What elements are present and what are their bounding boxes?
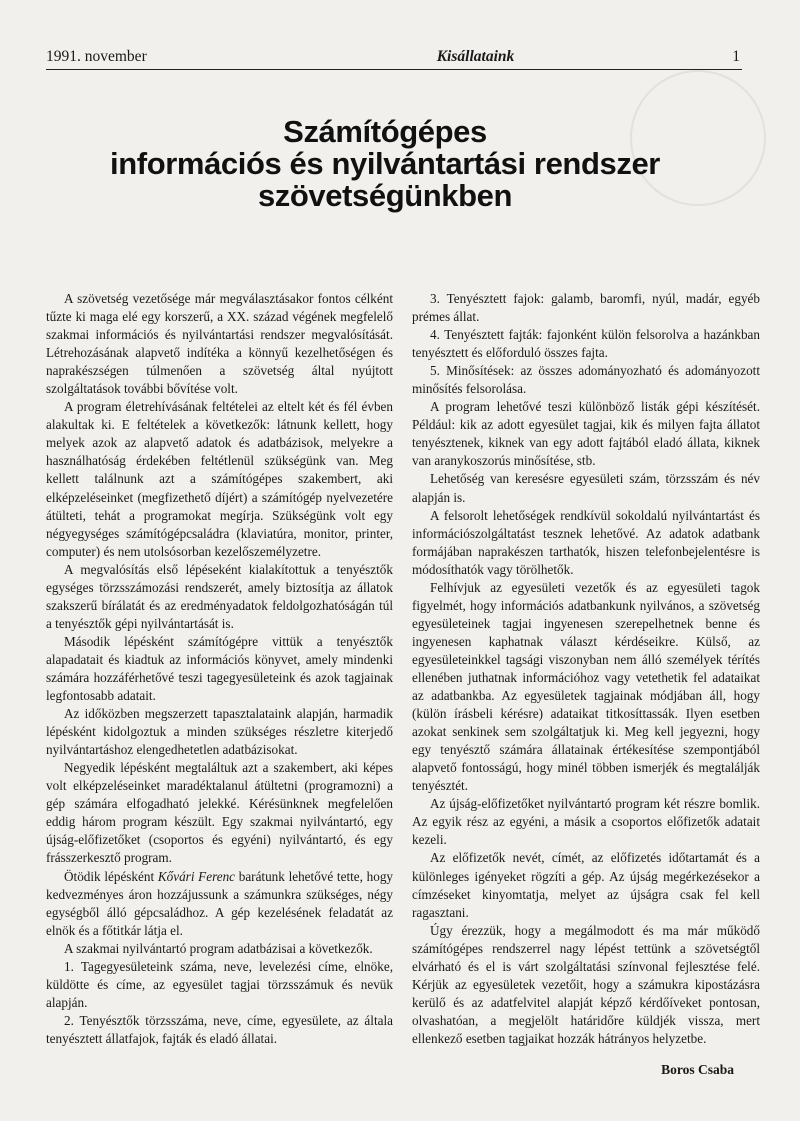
- running-header: [46, 48, 740, 66]
- list-item: 2. Tenyésztők törzsszáma, neve, címe, egyesülete, az általa tenyésztett állatfajok, fajták és eladó állatai.: [46, 1012, 393, 1046]
- paragraph: A megvalósítás első lépéseként kialakítottuk a tenyésztők egységes törzsszámozási rendszerét, amely biztosítja az állatok szakszerű bírálatát és az eredményadatok feldolgozhatóságán túl a tenyésztők gépi nyilvántartását is.: [46, 561, 393, 631]
- paragraph: Úgy érezzük, hogy a megálmodott és ma már működő számítógépes rendszerrel nagy lépést tettünk a szövetségtől elvárható és el is várt szolgáltatási színvonal fejlesztése felé. Kérjük az egyesületek vezetőit, hogy a számukra kipostázásra kerülő és az adatfelvitel alapját képző kérdőíveket pontosan, olvashatóan, a megjelölt határidőre küldjék vissza, mert ellenkező esetben tagjaikat hozzák hátrányos helyzetbe.: [412, 922, 760, 1046]
- paragraph: Az előfizetők nevét, címét, az előfizetés időtartamát és a különleges igényeket rögzíti a gép. Az újság megérkezésekor a címzéseket kinyomtatja, melyet az újságra csak fel kell ragasztani.: [412, 850, 760, 920]
- list-item: 3. Tenyésztett fajok: galamb, baromfi, nyúl, madár, egyéb prémes állat.: [412, 291, 760, 325]
- title-line-3: szövetségünkben: [257, 178, 513, 213]
- list-item: 1. Tagegyesületeink száma, neve, levelezési címe, elnöke, küldötte és címe, az egyesület tagjai törzsszámuk és nevük alapján.: [46, 958, 393, 1010]
- page-number: 1: [732, 48, 740, 65]
- paragraph: Felhívjuk az egyesületi vezetők és az egyesületi tagok figyelmét, hogy információs adatbankunk nyilvános, a szövetség egyesületeinek tagjai ingyenesen szerepelhetnek benne és ingyenesen kaphatnak választ kérdéseikre. Külső, az egyesületeinkkel tagsági viszonyban nem álló személyek térítés ellenében juthatnak információhoz vagy vetethetik fel adataikat az adatbankba. Az egyesületek tagjainak módjában áll, hogy (külön írásbeli kérésre) adataikat titkosíttassák. Ilyen esetben azokat senkinek sem szolgáltatjuk ki. Meg kell jegyezni, hogy egy tenyésztő számára állatainak értékesítése szempontjából alapvető fontosságú, hogy minél többen ismerjék és megtalálják tenyésztét.: [412, 579, 760, 794]
- paragraph: A program életrehívásának feltételei az eltelt két és fél évben alakultak ki. E feltételek a következők: látnunk kellett, hogy melyek azok az alapvető adatok és adatbázisok, melyekre a használhatóság érdekében feltétlenül szükségünk van. Meg kellett találnunk azt a számítógépes szakembert, aki elképzeléseinket (megfizethető díjért) a számítógép nyelvezetére átülteti, tehát a programokat megírja. Szükségünk volt egy négyegységes számítógépcsaládra (klaviatúra, monitor, printer, computer) és nem utolsósorban kezelőszemélyzetre.: [46, 399, 393, 559]
- paragraph: Negyedik lépésként megtaláltuk azt a szakembert, aki képes volt elképzeléseinket maradéktalanul átültetni (programozni) a gép számára elfogadható jelekké. Kérésünknek megfelelően eddig három program készült. Egy szakmai nyilvántartó, egy újság-előfizetőket (csoportos és egyéni) nyilvántartó, és egy frásszerkesztő program.: [46, 760, 393, 866]
- paragraph: A szövetség vezetősége már megválasztásakor fontos célként tűzte ki maga elé egy korszerű, a XX. század végének megfelelő szakmai információs és nyilvántartási rendszer megvalósítását. Létrehozásának alapvető indítéka a könnyű kezelhetőségen és naprakészségen túlmenően a szövetség által nyújtott szolgáltatások további bővítése volt.: [46, 291, 393, 397]
- paragraph: A szakmai nyilvántartó program adatbázisai a következők.: [64, 940, 373, 956]
- list-item: 4. Tenyésztett fajták: fajonként külön felsorolva a hazánkban tenyésztett és előforduló összes fajta.: [412, 327, 760, 361]
- paragraph: Lehetőség van keresésre egyesületi szám, törzsszám és név alapján is.: [412, 471, 760, 505]
- list-item: 5. Minősítések: az összes adományozható és adományozott minősítés felsorolása.: [412, 363, 760, 397]
- title-line-2: információs és nyilvántartási rendszer: [110, 146, 660, 181]
- paragraph: [46, 868, 393, 940]
- paragraph: A program lehetővé teszi különböző listák gépi készítését. Például: kik az adott egyesület tagjai, kik és milyen fajta állatot tenyésztenek, kiknek van egy adott fajtából eladó állata, kiknek van aranykoszorús minősítése, stb.: [412, 399, 760, 469]
- paragraph: Az újság-előfizetőket nyilvántartó program két részre bomlik. Az egyik rész az egyéni, a másik a csoportos előfizetők adatait kezeli.: [412, 796, 760, 848]
- left-column: [46, 290, 393, 1048]
- paragraph-text: barátunk lehetővé tette, hogy kedvezményes áron hozzájussunk a számunkra szükséges, négy egységből álló gépcsaládhoz. A gép kezelésének feladatát az elnök és a főtitkár látja el.: [46, 868, 394, 938]
- paragraph: A felsorolt lehetőségek rendkívül sokoldalú nyilvántartást és információszolgáltatást tesznek lehetővé. Az adatok adatbank formájában naprakészen tarthatók, hiszen telefonbejelentésre is módosíthatók vagy törölhetők.: [412, 507, 760, 577]
- issue-date: 1991. november: [46, 48, 147, 65]
- author-byline: Boros Csaba: [661, 1062, 734, 1077]
- paragraph: Az időközben megszerzett tapasztalataink alapján, harmadik lépésként kidolgoztuk a minden szükséges részletre kiterjedő nyilvántartáshoz elengedhetetlen adatbázisokat.: [46, 706, 393, 758]
- paragraph: Második lépésként számítógépre vittük a tenyésztők alapadatait és kiadtuk az információs könyvet, amely mindenki számára hozzáférhetővé teszi tagegyesületeink és azok tagjainak legfontosabb adatait.: [46, 633, 393, 704]
- header-rule: [46, 69, 742, 70]
- publication-name: Kisállataink: [436, 48, 515, 65]
- paragraph-text: Ötödik lépésként: [64, 868, 158, 884]
- article-title: [70, 116, 700, 212]
- person-name: Kővári Ferenc: [157, 868, 236, 884]
- title-line-1: Számítógépes: [283, 114, 487, 149]
- right-column: [412, 290, 760, 1048]
